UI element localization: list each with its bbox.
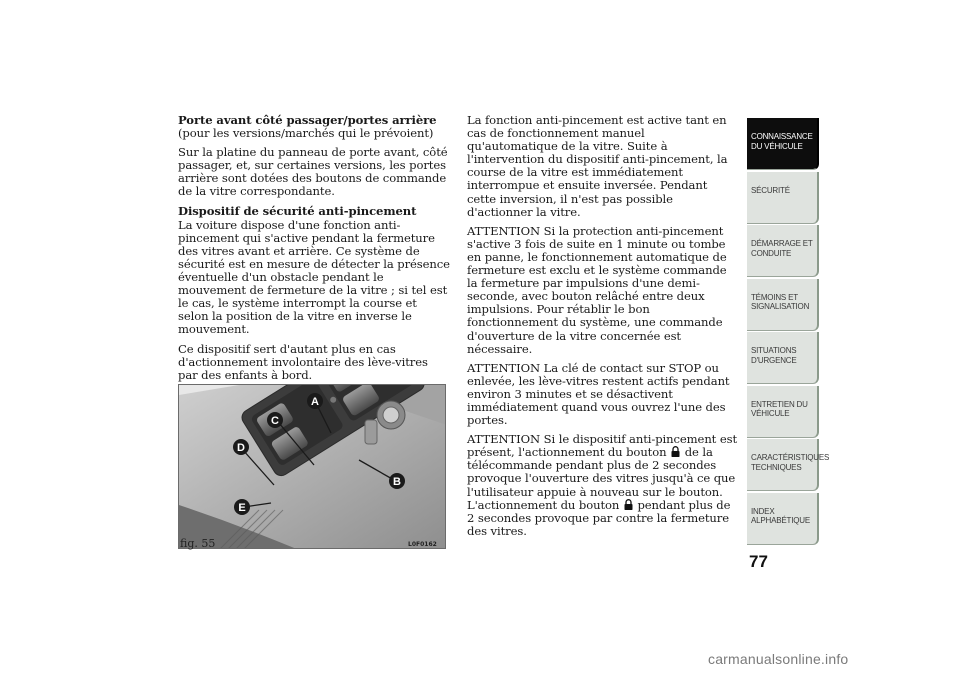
padlock-icon	[624, 499, 633, 510]
paragraph-attention: ATTENTION La clé de contact sur STOP ou enlevée, les lève-vitres restent actifs pendant environ 3 minutes et se désactivent immédiatement quand vous ouvrez l'une des portes.	[467, 360, 730, 428]
heading-rear-doors: Porte avant côté passager/portes arrière (pour les versions/marchés qui le prévoient)	[178, 113, 437, 141]
right-text-column	[467, 114, 737, 544]
label-d: D	[237, 442, 245, 454]
chapter-tab-3[interactable]: TÉMOINS ET SIGNALISATION	[747, 279, 819, 331]
label-b: B	[393, 476, 401, 488]
padlock-icon	[671, 446, 680, 457]
paragraph-attention: ATTENTION Si la protection anti-pincement s'active 3 fois de suite en 1 minute ou tombe en panne, le fonctionnement automatique de fermeture est exclu et le système commande la fermeture par impulsions d'une demi-seconde, avec bouton relâché entre deux impulsions. Pour rétablir le bon fonctionnement du système, une commande d'ouverture de la vitre concernée est nécessaire.	[467, 223, 727, 356]
chapter-tab-4[interactable]: SITUATIONS D'URGENCE	[747, 332, 819, 384]
paragraph-attention: ATTENTION Si le dispositif anti-pincement est présent, l'actionnement du bouton de la télécommande pendant plus de 2 secondes provoque l'ouverture des vitres jusqu'à ce que l'utilisateur appuie à nouveau sur le bouton. L'actionnement du bouton pendant plus de 2 secondes provoque par contre la fermeture des vitres.	[467, 432, 737, 538]
chapter-tabs	[747, 118, 830, 546]
figure-code: L0F0162	[408, 541, 437, 548]
paragraph: La fonction anti-pincement est active tant en cas de fonctionnement manuel qu'automatique de la vitre. Suite à l'intervention du dispositif anti-pincement, la course de la vitre est immédiatement interrompue et ensuite inversée. Pendant cette inversion, il n'est pas possible d'actionner la vitre.	[467, 113, 728, 219]
chapter-tab-2[interactable]: DÉMARRAGE ET CONDUITE	[747, 225, 819, 277]
watermark: carmanualsonline.info	[708, 651, 849, 667]
chapter-tab-6[interactable]: CARACTÉRISTIQUES TECHNIQUES	[747, 439, 819, 491]
chapter-tab-1[interactable]: SÉCURITÉ	[747, 172, 819, 224]
paragraph: La voiture dispose d'une fonction anti-pincement qui s'active pendant la fermeture des vitres avant et arrière. Ce système de sécurité est en mesure de détecter la présence éventuelle d'un obstacle pendant le mouvement de fermeture de la vitre ; si tel est le cas, le système interrompt la course et selon la position de la vitre en inverse le mouvement.	[178, 217, 450, 337]
label-c: C	[271, 415, 279, 427]
paragraph: Sur la platine du panneau de porte avant, côté passager, et, sur certaines versions, les portes arrière sont dotées des boutons de commande de la vitre correspondante.	[178, 145, 448, 199]
label-a: A	[311, 396, 319, 408]
label-e: E	[238, 502, 246, 514]
paragraph: Ce dispositif sert d'autant plus en cas d'actionnement involontaire des lève-vitres par des enfants à bord.	[178, 341, 428, 382]
chapter-tab-0[interactable]: CONNAISSANCE DU VÉHICULE	[747, 118, 819, 170]
callout-labels	[179, 385, 446, 549]
chapter-tab-7[interactable]: INDEX ALPHABÉTIQUE	[747, 493, 819, 545]
figure-caption: fig. 55	[180, 537, 216, 550]
left-text-column	[178, 114, 450, 388]
page-number: 77	[749, 552, 768, 571]
chapter-tab-5[interactable]: ENTRETIEN DU VÉHICULE	[747, 386, 819, 438]
window-switch-panel-figure	[178, 384, 446, 549]
heading-anti-pinch: Dispositif de sécurité anti-pincement	[178, 203, 417, 218]
